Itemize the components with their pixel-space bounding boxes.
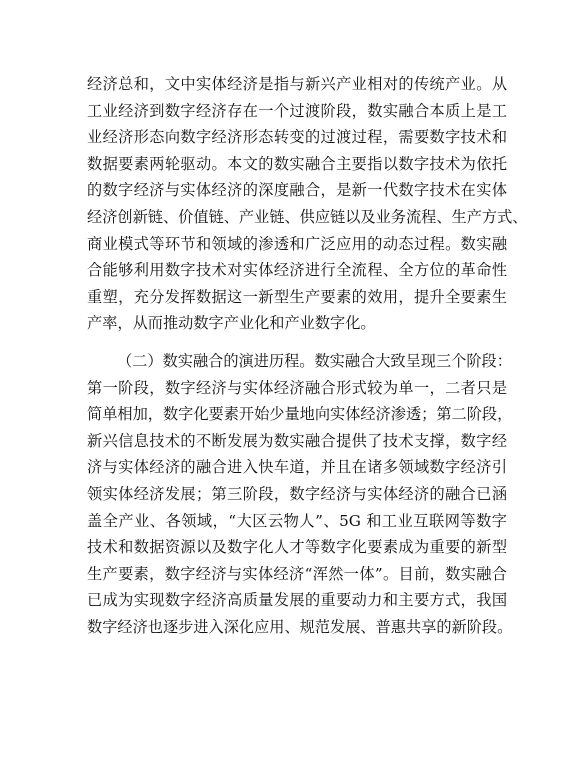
text-line: 重塑，充分发挥数据这一新型生产要素的效用，提升全要素生 — [87, 287, 507, 306]
text-line: 已成为实现数字经济高质量发展的重要动力和主要方式，我国 — [87, 591, 507, 610]
text-line: 技术和数据资源以及数字化人才等数字化要素成为重要的新型 — [87, 538, 507, 557]
text-line: 经济总和，文中实体经济是指与新兴产业相对的传统产业。从 — [87, 75, 507, 93]
text-line: 产率，从而推动数字产业化和产业数字化。 — [87, 314, 376, 333]
text-line: 业经济形态向数字经济形态转变的过渡过程，需要数字技术和 — [87, 128, 507, 147]
text-line: 第一阶段，数字经济与实体经济融合形式较为单一，二者只是 — [87, 378, 507, 397]
text-line: 商业模式等环节和领域的渗透和广泛应用的动态过程。数实融 — [87, 234, 507, 253]
text-line: 新兴信息技术的不断发展为数实融合提供了技术支撑，数字经 — [87, 431, 507, 450]
paragraph-2 — [87, 348, 513, 641]
text-line: 合能够利用数字技术对实体经济进行全流程、全方位的革命性 — [87, 261, 507, 280]
paragraph-1 — [87, 71, 528, 337]
text-line: 的数字经济与实体经济的深度融合，是新一代数字技术在实体 — [87, 181, 507, 200]
text-line: 数字经济也逐步进入深化应用、规范发展、普惠共享的新阶段。 — [87, 617, 513, 636]
text-line: 工业经济到数字经济存在一个过渡阶段，数实融合本质上是工 — [87, 101, 507, 120]
text-line: 生产要素，数字经济与实体经济“浑然一体”。目前，数实融合 — [87, 564, 507, 583]
text-line: 济与实体经济的融合进入快车道，并且在诸多领域数字经济引 — [87, 458, 507, 477]
text-line: 数据要素两轮驱动。本文的数实融合主要指以数字技术为依托 — [87, 154, 507, 173]
text-line: 简单相加，数字化要素开始少量地向实体经济渗透；第二阶段， — [87, 405, 513, 424]
text-line: 领实体经济发展；第三阶段，数字经济与实体经济的融合已涵 — [87, 484, 507, 503]
text-line: 经济创新链、价值链、产业链、供应链以及业务流程、生产方式、 — [87, 207, 528, 226]
text-line: 盖全产业、各领域，“大区云物人”、5G 和工业互联网等数字 — [87, 511, 507, 530]
section-heading-line: （二）数实融合的演进历程。数实融合大致呈现三个阶段： — [117, 352, 512, 370]
